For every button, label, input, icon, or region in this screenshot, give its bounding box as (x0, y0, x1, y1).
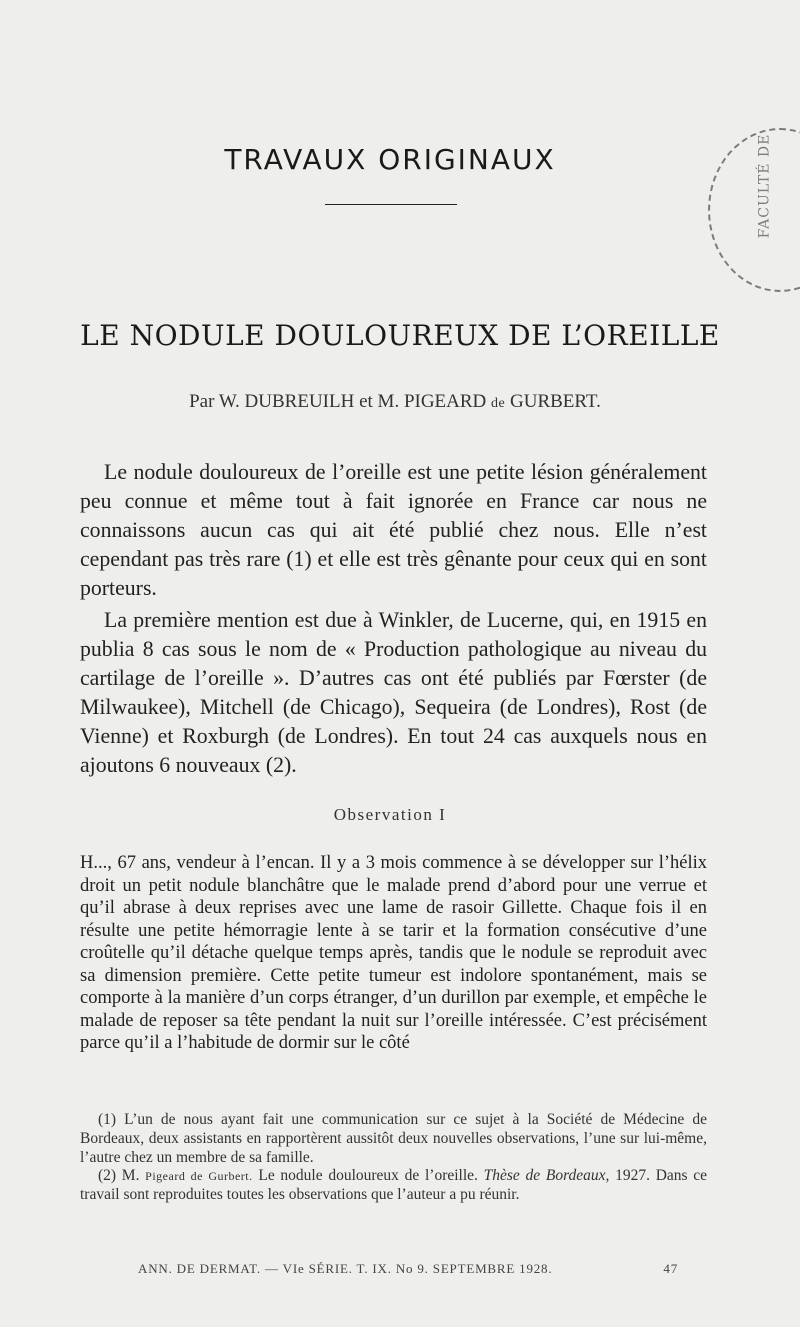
footnotes (80, 1111, 707, 1205)
library-stamp (700, 118, 800, 298)
footnote-2-rest: 1927. Dans ce travail sont reproduites toutes les observations que l’auteur a pu réunir. (80, 1167, 708, 1204)
stamp-ring (708, 128, 800, 292)
observation-heading: Observation I (333, 805, 447, 824)
byline-prefix: Par (189, 391, 215, 412)
author-dubreuilh: W. DUBREUILH (218, 391, 355, 412)
observation-body (80, 852, 707, 1055)
stamp-text: FACULTÉ DE (756, 133, 773, 239)
footnote-2-number: (2) M. (98, 1167, 140, 1185)
article-body (80, 458, 707, 783)
footnote-1: (1) L’un de nous ayant fait une communication sur ce sujet à la Société de Médecine de Bordeaux, deux assistants en rapportèrent aussitôt deux nouvelles observations, l’une sur lui-même, l’autre chez un membre de sa famille. (80, 1111, 707, 1166)
title-rule (325, 204, 457, 205)
author-pigeard: M. PIGEARD (377, 391, 487, 412)
footnote-2-thesis: Thèse de Bordeaux, (483, 1167, 610, 1185)
section-heading: TRAVAUX ORIGINAUX (224, 143, 556, 176)
footnote-2 (80, 1167, 707, 1205)
page-footer (138, 1261, 678, 1277)
byline (0, 391, 790, 413)
footnote-2-author: Pigeard de Gurbert. (145, 1169, 253, 1184)
paragraph-history: La première mention est due à Winkler, de Lucerne, qui, en 1915 en publia 8 cas sous le nom de « Production pathologique au niveau du cartilage de l’oreille ». D’autres cas ont été publiés par Fœrster (de Milwaukee), Mitchell (de Chicago), Sequeira (de Londres), Rost (de Vienne) et Roxburgh (de Londres). En tout 24 cas auxquels nous en ajoutons 6 nouveaux (2). (80, 608, 707, 777)
observation-text: H..., 67 ans, vendeur à l’encan. Il y a 3 mois commence à se développer sur l’hélix droit un petit nodule blanchâtre que le malade prend d’abord pour une verrue et qu’il abrase à deux reprises avec une lame de rasoir Gillette. Chaque fois il en résulte une petite hémorragie lente à se tarir et la formation consécutive d’une croûtelle qu’il détache quelque temps après, tandis que le nodule se reproduit avec sa dimension première. Cette petite tumeur est indolore spontanément, mais se comporte à la manière d’un corps étranger, d’un durillon par exemple, et empêche le malade de reposer sa tête pendant la nuit sur l’oreille intéressée. C’est précisément parce qu’il a l’habitude de dormir sur le côté (80, 853, 707, 1053)
article-title: LE NODULE DOULOUREUX DE L’OREILLE (80, 319, 720, 352)
author-particle: de (491, 396, 506, 411)
page-number: 47 (663, 1261, 678, 1276)
byline-conjunction: et (359, 391, 373, 412)
paragraph-intro: Le nodule douloureux de l’oreille est une petite lésion généralement peu connue et même tout à fait ignorée en France car nous ne connaissons aucun cas qui ait été publié chez nous. Elle n’est cependant pas très rare (1) et elle est très gênante pour ceux qui en sont porteurs. (80, 460, 707, 600)
journal-citation: ANN. DE DERMAT. — VIe SÉRIE. T. IX. No 9. SEPTEMBRE 1928. (138, 1261, 553, 1276)
footnote-2-title: Le nodule douloureux de l’oreille. (258, 1167, 478, 1185)
author-gurbert: GURBERT. (510, 391, 601, 412)
